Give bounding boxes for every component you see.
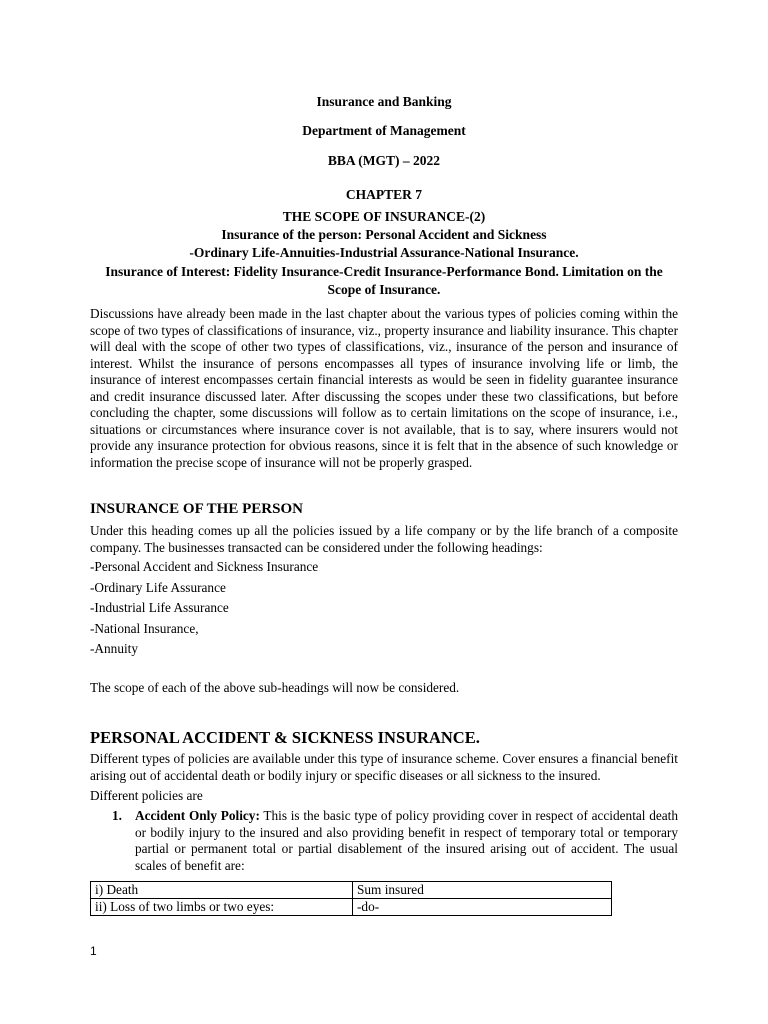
chapter-title-block bbox=[90, 208, 678, 299]
benefit-amount-cell: Sum insured bbox=[353, 882, 612, 899]
chapter-title-line: Insurance of the person: Personal Accident and Sickness bbox=[221, 227, 547, 243]
chapter-number: CHAPTER 7 bbox=[345, 187, 423, 202]
chapter-title-line: Insurance of Interest: Fidelity Insurance-Credit Insurance-Performance Bond. Limitation on the Scope of Insurance. bbox=[105, 263, 663, 297]
item-text: This is the basic type of policy providing cover in respect of accidental death or bodily injury to the insured and also providing benefit in respect of temporary total or temporary partial or permanent total or partial disablement of the insured arising out of accident. The usual scales of benefit are: bbox=[135, 808, 678, 873]
item-body bbox=[135, 808, 678, 874]
list-item: -Personal Accident and Sickness Insurance bbox=[90, 559, 319, 574]
person-heading-list bbox=[90, 557, 318, 660]
page-number: 1 bbox=[90, 944, 97, 958]
section-heading-person: INSURANCE OF THE PERSON bbox=[90, 501, 303, 517]
benefit-event-cell: i) Death bbox=[91, 882, 353, 899]
policies-intro: Different policies are bbox=[90, 788, 203, 803]
course-title: Insurance and Banking bbox=[316, 94, 452, 109]
pas-paragraph: Different types of policies are available under this type of insurance scheme. Cover ensures a financial benefit arising out of accidental death or bodily injury or specific diseases or all sickness to the insured. bbox=[90, 751, 678, 783]
person-paragraph: Under this heading comes up all the policies issued by a life company or by the life branch of a composite company. The businesses transacted can be considered under the following headings: bbox=[90, 523, 678, 555]
item-number: 1. bbox=[112, 808, 122, 823]
table-row bbox=[91, 882, 612, 899]
scope-note: The scope of each of the above sub-headings will now be considered. bbox=[90, 680, 460, 695]
list-item: -National Insurance, bbox=[90, 620, 199, 636]
program-title: BBA (MGT) – 2022 bbox=[327, 153, 441, 168]
list-item: -Annuity bbox=[90, 641, 139, 656]
benefit-event-cell: ii) Loss of two limbs or two eyes: bbox=[91, 899, 353, 916]
chapter-title-line: THE SCOPE OF INSURANCE-(2) bbox=[282, 209, 486, 224]
intro-paragraph: Discussions have already been made in the last chapter about the various types of policies coming within the scope of two types of classifications of insurance, viz., property insurance and liability insurance. This chapter will deal with the scope of other two types of classifications, viz., insurance of the person and insurance of interest. Whilst the insurance of persons encompasses all types of insurance involving life or limb, the insurance of interest encompasses certain financial interests as would be seen in fidelity guarantee insurance and credit insurance discussed later. After discussing the scopes under these two classifications, but before concluding the chapter, some discussions will follow as to certain limitations on the scope of insurance, i.e., situations or circumstances where insurance cover is not available, that is to say, where insurers would not provide any insurance protection for obvious reasons, since it is felt that in the absence of such knowledge or information the precise scope of insurance will not be properly grasped. bbox=[90, 306, 678, 470]
chapter-title-line: -Ordinary Life-Annuities-Industrial Assurance-National Insurance. bbox=[189, 245, 579, 261]
numbered-item-accident-only bbox=[112, 808, 678, 874]
section-heading-pas: PERSONAL ACCIDENT & SICKNESS INSURANCE. bbox=[90, 728, 480, 747]
list-item: -Industrial Life Assurance bbox=[90, 600, 229, 615]
table-row bbox=[91, 899, 612, 916]
benefit-amount-cell: -do- bbox=[353, 899, 612, 916]
benefit-table bbox=[90, 881, 612, 916]
list-item: -Ordinary Life Assurance bbox=[90, 579, 226, 595]
department-title: Department of Management bbox=[302, 123, 466, 138]
item-label: Accident Only Policy: bbox=[135, 808, 260, 823]
